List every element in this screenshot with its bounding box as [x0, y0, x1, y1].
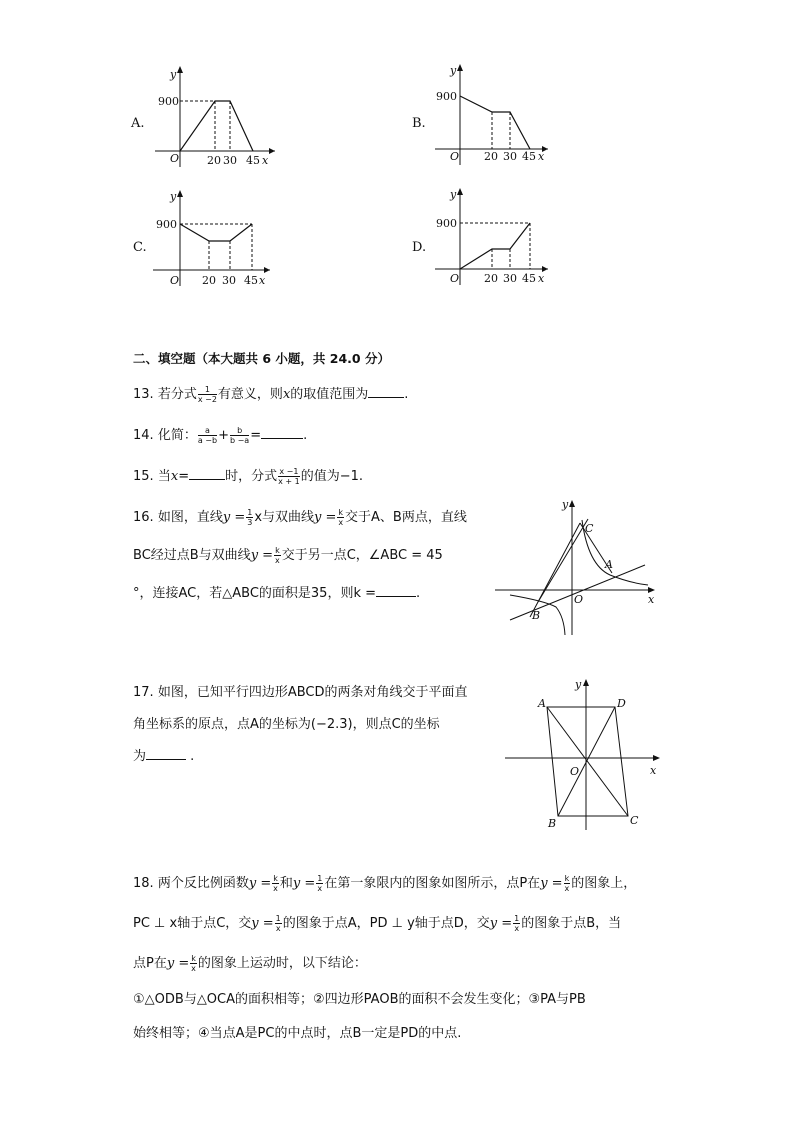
y-tick-label: 900 — [436, 217, 457, 230]
svg-text:O: O — [574, 593, 584, 606]
question-15: 15. 当x= 时，分式 $\frac{x -1}{x + 1}$ 的值为−1. — [133, 467, 364, 486]
option-a-graph — [150, 62, 280, 172]
option-b-label: B. — [412, 116, 426, 131]
answer-blank — [189, 467, 225, 480]
answer-blank — [376, 584, 416, 597]
origin-label: O — [450, 150, 460, 163]
option-b-graph — [430, 60, 560, 170]
svg-text:C: C — [585, 522, 594, 535]
y-axis-label: y — [170, 190, 177, 203]
fraction: $\frac{a}{a -b}$ — [197, 426, 218, 445]
x-tick-label: 20 — [484, 272, 498, 285]
answer-blank — [146, 747, 186, 760]
question-13: 13. 若分式 $\frac{1}{x -2}$ 有意义，则x的取值范围为 . — [133, 385, 409, 404]
origin-label: O — [170, 152, 180, 165]
question-16: 16. 如图，直线y = $\frac{1}{3}$ x与双曲线y = $\frac{k}{x}$ 交于A、B两点，直线 BC经过点B与双曲线y = $\frac{k}{x}$ 交于另一点C，∠ABC = 45 °，连接AC，若△ABC的面积是35，则k = . — [133, 508, 467, 601]
y-tick-label: 900 — [156, 218, 177, 231]
question-17: 17. 如图，已知平行四边形ABCD的两条对角线交于平面直 角坐标系的原点，点A的坐标为(−2.3)，则点C的坐标 为 . — [133, 685, 468, 764]
svg-text:A: A — [538, 697, 546, 710]
option-d-label: D. — [412, 240, 427, 255]
question-18: 18. 两个反比例函数y = $\frac{k}{x}$ 和y = $\frac{1}{x}$ 在第一象限内的图象如图所示，点P在y = $\frac{k}{x}$ 的图象上， PC ⊥ x轴于点C，交y = $\frac{1}{x}$ 的图象于点A，PD ⊥ y轴于点D，交y = $\frac{1}{x}$ 的图象于点B，当 点P在y = $\frac{k}{x}$ 的图象上运动时，以下结论： ①△ODB与△OCA的面积相等；②四边形PAOB的面积不会发生变化；③PA与PB 始终相等；④当点A是PC的中点时，点B一定是PD的中点. — [133, 874, 637, 1041]
answer-blank — [368, 385, 404, 398]
q17-figure — [500, 670, 670, 835]
question-number: 15. — [133, 469, 154, 484]
svg-text:x: x — [648, 593, 655, 606]
fraction: $\frac{b}{b -a}$ — [229, 426, 250, 445]
question-number: 17. — [133, 685, 154, 700]
question-number: 14. — [133, 428, 154, 443]
x-axis-label: x — [262, 154, 269, 167]
option-c-graph — [148, 186, 278, 296]
svg-text:y: y — [575, 678, 582, 691]
section-title: 二、填空题（本大题共 6 小题，共 24.0 分） — [133, 351, 390, 366]
x-tick-label: 45 — [244, 274, 258, 287]
option-a-label: A. — [131, 116, 145, 131]
x-axis-label: x — [538, 150, 545, 163]
x-tick-label: 45 — [522, 150, 536, 163]
x-tick-label: 20 — [202, 274, 216, 287]
svg-text:y: y — [562, 498, 569, 511]
svg-text:D: D — [617, 697, 626, 710]
svg-text:x: x — [650, 764, 657, 777]
y-axis-label: y — [170, 68, 177, 81]
svg-text:B: B — [548, 817, 557, 830]
svg-text:B: B — [532, 609, 541, 622]
x-tick-label: 20 — [484, 150, 498, 163]
x-tick-label: 30 — [503, 272, 517, 285]
option-d-graph — [430, 184, 560, 294]
option-c-label: C. — [133, 240, 147, 255]
y-tick-label: 900 — [158, 95, 179, 108]
svg-text:O: O — [570, 765, 580, 778]
x-axis-label: x — [538, 272, 545, 285]
fraction: $\frac{1}{x -2}$ — [197, 385, 217, 404]
y-axis-label: y — [450, 188, 457, 201]
q16-figure — [490, 495, 665, 640]
question-14: 14. 化简： $\frac{a}{a -b}$ + $\frac{b}{b -a}$ = . — [133, 426, 308, 445]
question-number: 16. — [133, 510, 154, 525]
x-tick-label: 30 — [222, 274, 236, 287]
origin-label: O — [450, 272, 460, 285]
origin-label: O — [170, 274, 180, 287]
x-tick-label: 30 — [223, 154, 237, 167]
question-number: 13. — [133, 387, 154, 402]
question-number: 18. — [133, 876, 154, 891]
x-tick-label: 20 — [207, 154, 221, 167]
y-tick-label: 900 — [436, 90, 457, 103]
answer-blank — [261, 426, 303, 439]
svg-text:A: A — [605, 558, 613, 571]
svg-text:C: C — [630, 814, 639, 827]
fraction: $\frac{x -1}{x + 1}$ — [278, 467, 300, 486]
x-axis-label: x — [259, 274, 266, 287]
x-tick-label: 45 — [522, 272, 536, 285]
x-tick-label: 30 — [503, 150, 517, 163]
y-axis-label: y — [450, 64, 457, 77]
x-tick-label: 45 — [246, 154, 260, 167]
